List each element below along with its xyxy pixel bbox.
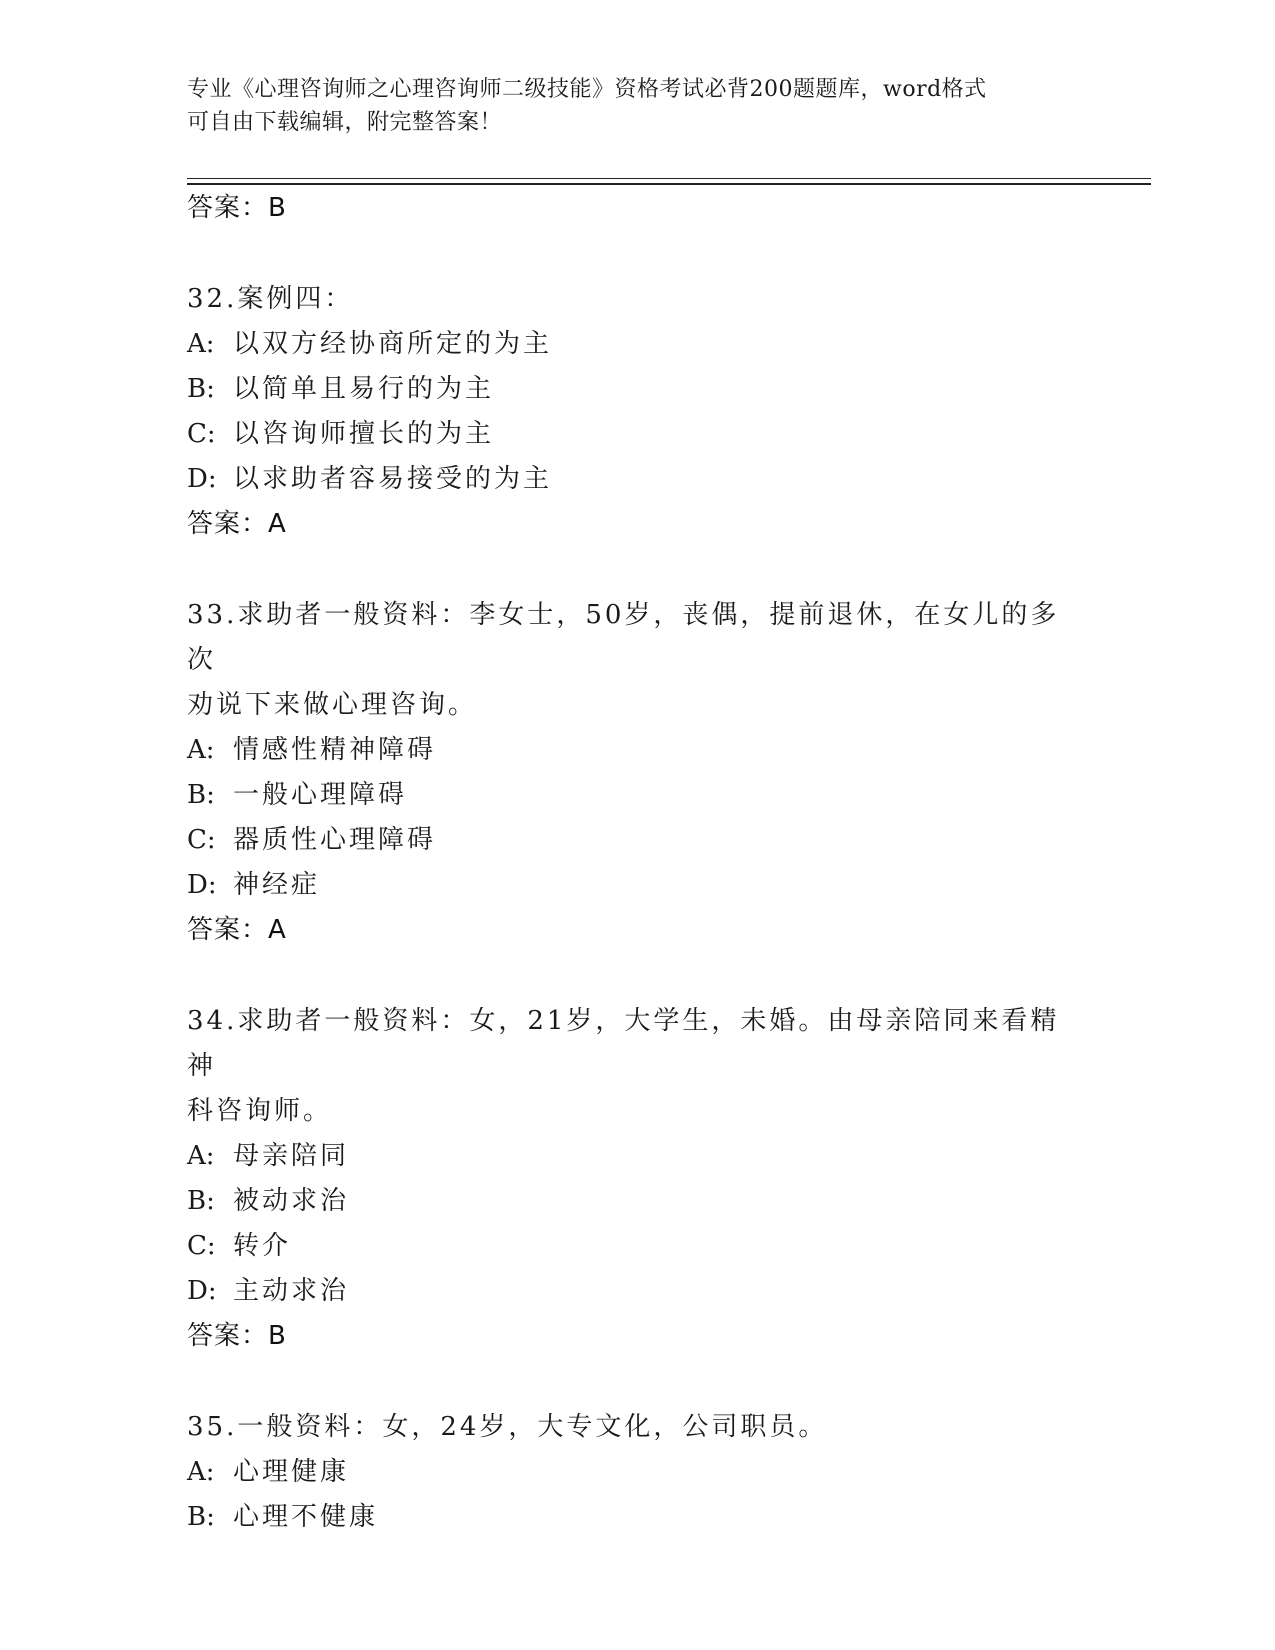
option-d xyxy=(187,863,1087,908)
option-letter: A: xyxy=(187,1457,215,1487)
question-33 xyxy=(187,593,1087,953)
option-c xyxy=(187,1224,1087,1269)
option-d xyxy=(187,457,1087,502)
option-letter: A: xyxy=(187,1141,215,1171)
option-c xyxy=(187,818,1087,863)
option-text: 心理不健康 xyxy=(233,1502,379,1532)
option-text: 被动求治 xyxy=(233,1186,350,1216)
option-text: 心理健康 xyxy=(233,1457,350,1487)
question-stem: 34.求助者一般资料：女，21岁，大学生，未婚。由母亲陪同来看精神 xyxy=(187,1006,1060,1081)
option-text: 以双方经协商所定的为主 xyxy=(233,329,553,359)
question-stem-continued: 劝说下来做心理咨询。 xyxy=(187,690,478,720)
option-letter: D: xyxy=(187,870,217,900)
option-letter: B: xyxy=(187,1502,215,1532)
answer-line: 答案：A xyxy=(187,915,287,945)
option-b xyxy=(187,1179,1087,1224)
option-a xyxy=(187,1134,1087,1179)
option-letter: B: xyxy=(187,374,215,404)
option-letter: A: xyxy=(187,329,215,359)
answer-line: 答案：B xyxy=(187,193,287,223)
option-text: 以求助者容易接受的为主 xyxy=(233,464,553,494)
option-letter: C: xyxy=(187,419,216,449)
header-line-1: 专业《心理咨询师之心理咨询师二级技能》资格考试必背200题题库，word格式 xyxy=(187,77,987,102)
header-rule-thin xyxy=(187,178,1151,179)
document-content xyxy=(187,186,1087,1540)
option-d xyxy=(187,1269,1087,1314)
option-letter: B: xyxy=(187,780,215,810)
option-text: 神经症 xyxy=(233,870,321,900)
question-32 xyxy=(187,277,1087,547)
option-text: 以咨询师擅长的为主 xyxy=(233,419,495,449)
option-letter: D: xyxy=(187,1276,217,1306)
option-letter: D: xyxy=(187,464,217,494)
option-text: 一般心理障碍 xyxy=(233,780,408,810)
answer-line: 答案：B xyxy=(187,1321,287,1351)
question-34 xyxy=(187,999,1087,1359)
question-stem-continued: 科咨询师。 xyxy=(187,1096,333,1126)
header-line-2: 可自由下载编辑，附完整答案！ xyxy=(187,110,503,135)
option-text: 主动求治 xyxy=(233,1276,350,1306)
option-letter: B: xyxy=(187,1186,215,1216)
option-letter: C: xyxy=(187,825,216,855)
option-b xyxy=(187,367,1087,412)
option-text: 情感性精神障碍 xyxy=(233,735,437,765)
option-letter: A: xyxy=(187,735,215,765)
header-rule-thick xyxy=(187,183,1151,185)
option-a xyxy=(187,322,1087,367)
option-a xyxy=(187,1450,1087,1495)
option-text: 以简单且易行的为主 xyxy=(233,374,495,404)
option-b xyxy=(187,773,1087,818)
option-text: 器质性心理障碍 xyxy=(233,825,437,855)
question-stem: 35.一般资料：女，24岁，大专文化，公司职员。 xyxy=(187,1412,828,1442)
option-c xyxy=(187,412,1087,457)
question-35 xyxy=(187,1405,1087,1540)
option-a xyxy=(187,728,1087,773)
question-stem: 33.求助者一般资料：李女士，50岁，丧偶，提前退休，在女儿的多次 xyxy=(187,600,1060,675)
answer-line: 答案：A xyxy=(187,509,287,539)
option-text: 转介 xyxy=(233,1231,292,1261)
document-header xyxy=(187,73,1067,139)
option-text: 母亲陪同 xyxy=(233,1141,350,1171)
question-stem: 32.案例四： xyxy=(187,284,354,314)
option-letter: C: xyxy=(187,1231,216,1261)
option-b xyxy=(187,1495,1087,1540)
